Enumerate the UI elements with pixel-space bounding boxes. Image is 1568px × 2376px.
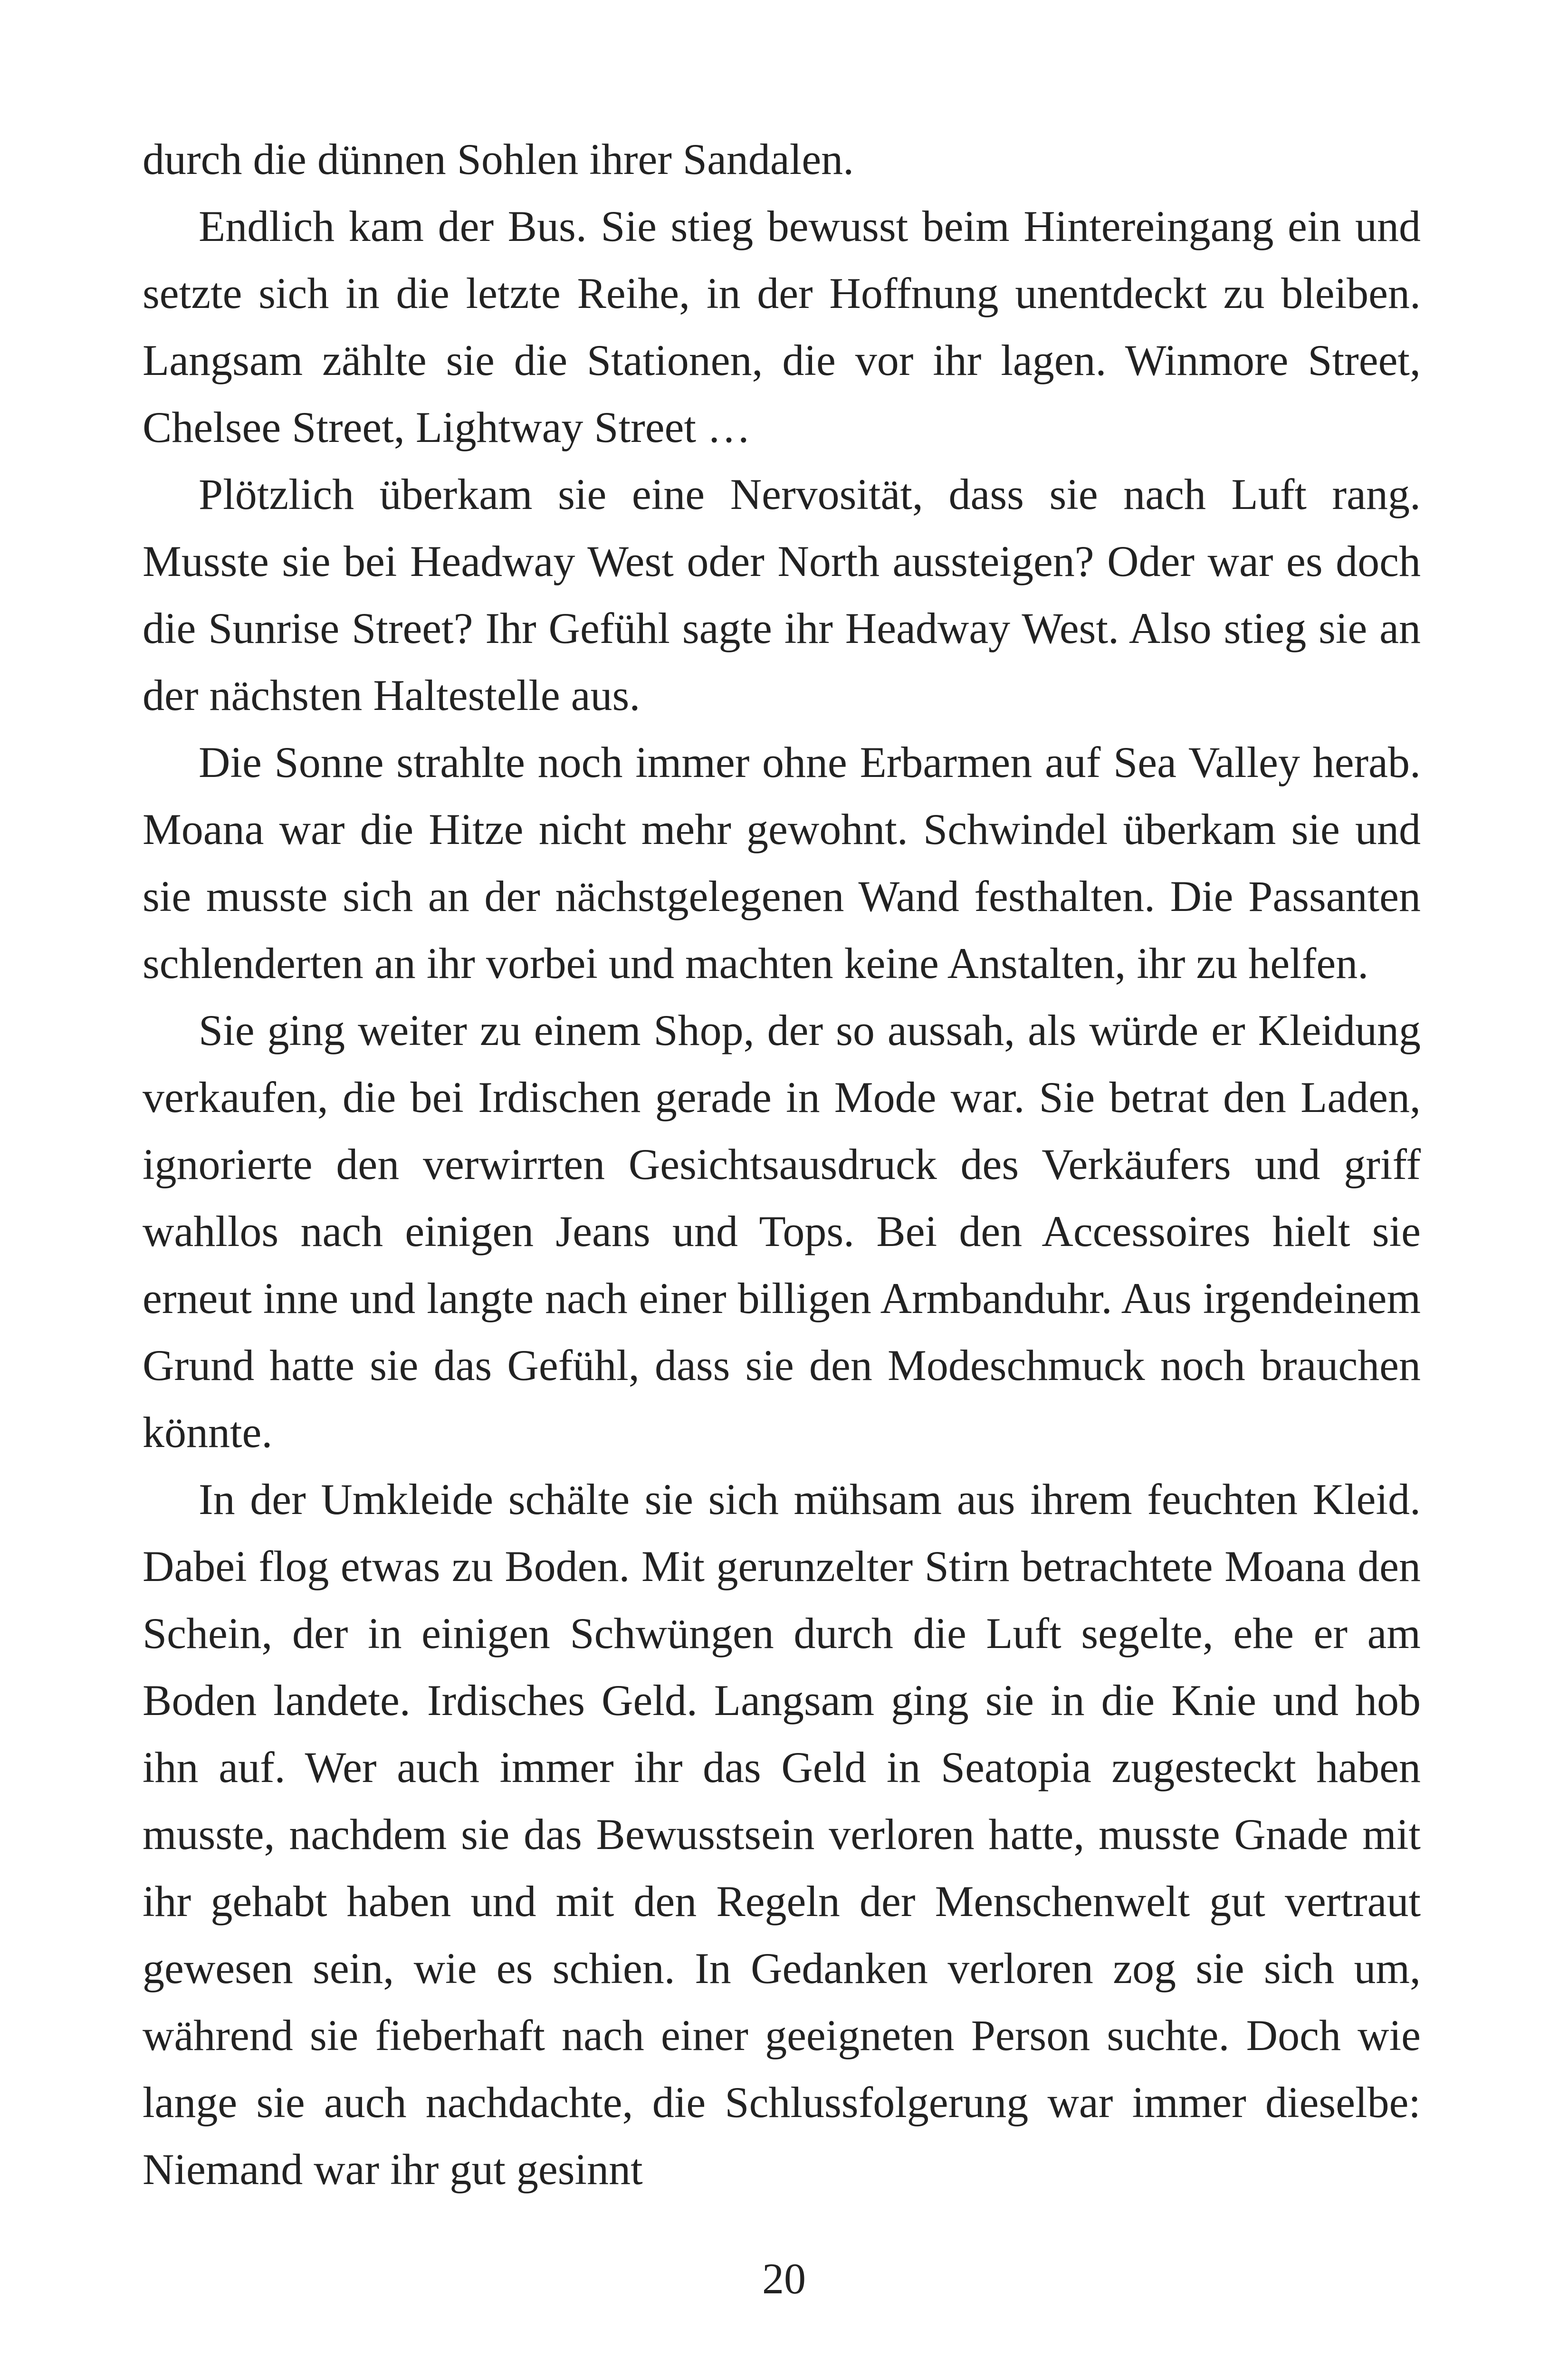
text-block bbox=[143, 126, 1421, 2203]
paragraph-2: Endlich kam der Bus. Sie stieg bewusst beim Hintereingang ein und setzte sich in die letzte Reihe, in der Hoffnung unentdeckt zu bleiben. Langsam zählte sie die Stationen, die vor ihr lagen. Winmore Street, Chelsee Street, Lightway Street … bbox=[143, 202, 1421, 451]
paragraph-3: Plötzlich überkam sie eine Nervosität, dass sie nach Luft rang. Musste sie bei Headway West oder North aussteigen? Oder war es doch die Sunrise Street? Ihr Gefühl sagte ihr Headway West. Also stieg sie an der nächsten Haltestelle aus. bbox=[143, 470, 1421, 719]
page-number: 20 bbox=[762, 2254, 806, 2303]
paragraph-4: Die Sonne strahlte noch immer ohne Erbarmen auf Sea Valley herab. Moana war die Hitze nicht mehr gewohnt. Schwindel überkam sie und sie musste sich an der nächstgelegenen Wand festhalten. Die Passanten schlenderten an ihr vorbei und machten keine Anstalten, ihr zu helfen. bbox=[143, 738, 1421, 987]
paragraph-5: Sie ging weiter zu einem Shop, der so aussah, als würde er Kleidung verkaufen, die bei Irdischen gerade in Mode war. Sie betrat den Laden, ignorierte den verwirrten Gesichtsausdruck des Verkäufers und griff wahllos nach einigen Jeans und Tops. Bei den Accessoires hielt sie erneut inne und langte nach einer billigen Armbanduhr. Aus irgendeinem Grund hatte sie das Gefühl, dass sie den Modeschmuck noch brauchen könnte. bbox=[143, 1006, 1421, 1456]
paragraph-6: In der Umkleide schälte sie sich mühsam aus ihrem feuchten Kleid. Dabei flog etwas zu Boden. Mit gerunzelter Stirn betrachtete Moana den Schein, der in einigen Schwüngen durch die Luft segelte, ehe er am Boden landete. Irdisches Geld. Langsam ging sie in die Knie und hob ihn auf. Wer auch immer ihr das Geld in Seatopia zugesteckt haben musste, nachdem sie das Bewusstsein verloren hatte, musste Gnade mit ihr gehabt haben und mit den Regeln der Menschenwelt gut vertraut gewesen sein, wie es schien. In Gedanken verloren zog sie sich um, während sie fieberhaft nach einer geeigneten Person suchte. Doch wie lange sie auch nachdachte, die Schlussfolgerung war immer dieselbe: Niemand war ihr gut gesinnt bbox=[143, 1475, 1421, 2194]
page-body bbox=[143, 126, 1421, 2203]
paragraph-1: durch die dünnen Sohlen ihrer Sandalen. bbox=[143, 135, 854, 183]
